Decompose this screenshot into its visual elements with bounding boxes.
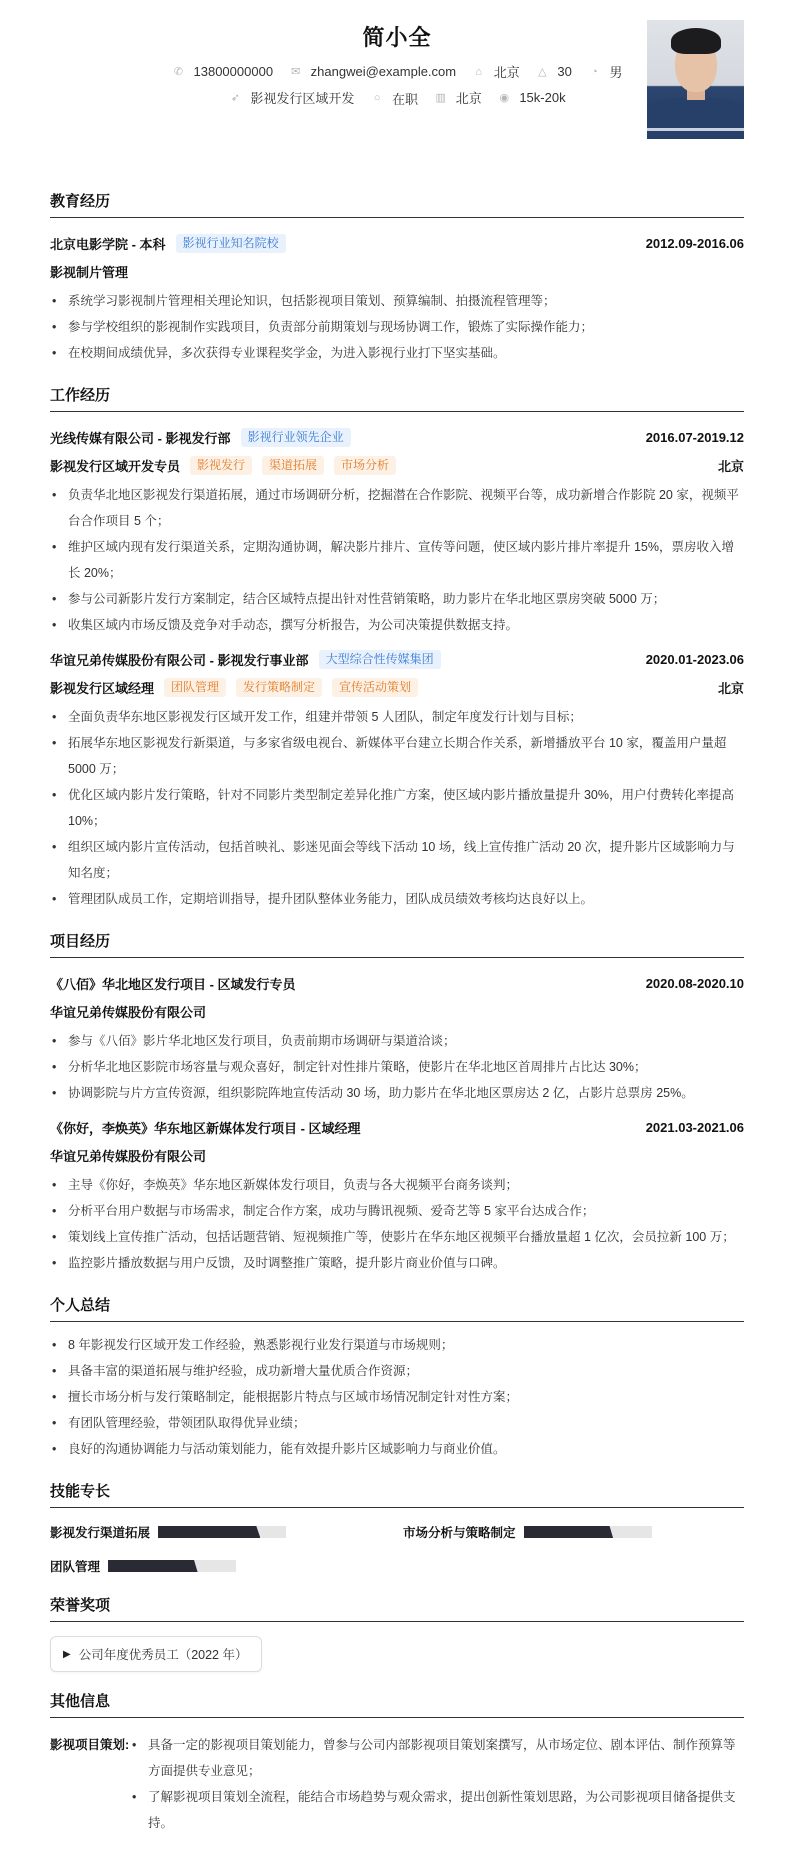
location: 北京 xyxy=(717,680,744,696)
age-icon: △ xyxy=(538,65,547,78)
company-name: 光线传媒有限公司 - 影视发行部 xyxy=(50,430,231,446)
skill-label: 影视发行渠道拓展 xyxy=(50,1526,151,1540)
skill-item xyxy=(50,1558,403,1574)
status-icon: ○ xyxy=(373,92,381,104)
list-item: • 系统学习影视制片管理相关理论知识，包括影视项目策划、预算编制、拍摄流程管理等； xyxy=(50,288,744,314)
list-item: • 策划线上宣传推广活动，包括话题营销、短视频推广等，使影片在华东地区视频平台播放量超 1 亿次，会员拉新 100 万； xyxy=(50,1224,744,1250)
building-icon: ▥ xyxy=(435,92,446,104)
list-item: • 主导《你好，李焕英》华东地区新媒体发行项目，负责与各大视频平台商务谈判； xyxy=(50,1172,744,1198)
education-bullets xyxy=(50,288,744,366)
project-bullets xyxy=(50,1028,744,1106)
age: 30 xyxy=(557,63,572,79)
section-title: 技能专长 xyxy=(50,1480,744,1508)
list-item: • 协调影院与片方宣传资源，组织影院阵地宣传活动 30 场，助力影片在华北地区票房达 2 亿，占影片总票房 25%。 xyxy=(50,1080,744,1106)
school-tag: 影视行业知名院校 xyxy=(176,234,286,253)
date-range: 2020.08-2020.10 xyxy=(645,975,744,991)
major: 影视制片管理 xyxy=(50,264,129,280)
job-status-item xyxy=(370,89,418,108)
project-company: 华谊兄弟传媒股份有限公司 xyxy=(50,1004,207,1020)
list-item: • 具备丰富的渠道拓展与维护经验，成功新增大量优质合作资源； xyxy=(50,1358,744,1384)
summary-section xyxy=(50,1294,744,1462)
target-city: 北京 xyxy=(455,91,482,106)
home-icon: ⌂ xyxy=(475,65,483,78)
section-title: 工作经历 xyxy=(50,384,744,412)
gender: 男 xyxy=(609,65,623,80)
project-bullets xyxy=(50,1172,744,1276)
section-title: 项目经历 xyxy=(50,930,744,958)
work-bullets xyxy=(50,704,744,912)
company-tag: 大型综合性传媒集团 xyxy=(319,650,441,669)
skill-level-fill xyxy=(108,1560,198,1572)
list-item: • 组织区域内影片宣传活动，包括首映礼、影迷见面会等线下活动 10 场，线上宣传推广活动 20 次，提升影片区域影响力与知名度； xyxy=(50,834,744,886)
age-item xyxy=(535,64,571,79)
expected-salary: 15k-20k xyxy=(519,90,566,105)
summary-bullets xyxy=(50,1332,744,1462)
email-address: zhangwei@example.com xyxy=(310,63,457,79)
education-entry xyxy=(50,232,744,366)
list-item: • 拓展华东地区影视发行新渠道，与多家省级电视台、新媒体平台建立长期合作关系，新增播放平台 10 家，覆盖用户量超 5000 万； xyxy=(50,730,744,782)
skill-item xyxy=(50,1524,403,1540)
list-item: • 管理团队成员工作，定期培训指导，提升团队整体业务能力，团队成员绩效考核均达良好以上。 xyxy=(50,886,744,912)
avatar-photo xyxy=(647,20,744,139)
list-item: • 参与公司新影片发行方案制定，结合区域特点提出针对性营销策略，助力影片在华北地区票房突破 5000 万； xyxy=(50,586,744,612)
skill-level-bar xyxy=(524,1526,652,1538)
school-name: 北京电影学院 - 本科 xyxy=(50,236,166,252)
contact-info-row xyxy=(50,62,744,81)
list-item: • 收集区域内市场反馈及竞争对手动态，撰写分析报告，为公司决策提供数据支持。 xyxy=(50,612,744,638)
target-position-item xyxy=(228,88,354,107)
other-bullets xyxy=(130,1732,744,1836)
award-item[interactable] xyxy=(50,1636,262,1672)
resume-header xyxy=(50,16,744,176)
section-title: 个人总结 xyxy=(50,1294,744,1322)
list-item: • 具备一定的影视项目策划能力，曾参与公司内部影视项目策划案撰写，从市场定位、剧本评估、制作预算等方面提供专业意见； xyxy=(130,1732,744,1784)
skills-section xyxy=(50,1480,744,1574)
city-item xyxy=(472,62,520,81)
education-section xyxy=(50,190,744,366)
skill-tag: 团队管理 xyxy=(164,678,226,697)
phone-number: 13800000000 xyxy=(193,63,274,79)
project-name: 《八佰》华北地区发行项目 - 区域发行专员 xyxy=(50,976,296,992)
gender-icon: ◔ xyxy=(591,65,598,78)
section-title: 荣誉奖项 xyxy=(50,1594,744,1622)
list-item: • 全面负责华东地区影视发行区域开发工作，组建并带领 5 人团队，制定年度发行计划与目标； xyxy=(50,704,744,730)
target-city-item xyxy=(434,88,482,107)
expand-triangle-icon: ▶ xyxy=(63,1648,71,1660)
list-item: • 维护区域内现有发行渠道关系，定期沟通协调，解决影片排片、宣传等问题，使区域内影片排片率提升 15%，票房收入增长 20%； xyxy=(50,534,744,586)
job-intent-row xyxy=(50,88,744,108)
list-item: • 优化区域内影片发行策略，针对不同影片类型制定差异化推广方案，使区域内影片播放量提升 30%，用户付费转化率提高 10%； xyxy=(50,782,744,834)
list-item: • 8 年影视发行区域开发工作经验，熟悉影视行业发行渠道与市场规则； xyxy=(50,1332,744,1358)
company-tag: 影视行业领先企业 xyxy=(241,428,351,447)
mail-icon: ✉ xyxy=(291,65,301,78)
awards-section xyxy=(50,1594,744,1672)
skill-level-fill xyxy=(524,1526,614,1538)
job-title: 影视发行区域经理 xyxy=(50,680,155,696)
location: 北京 xyxy=(717,458,744,474)
job-title: 影视发行区域开发专员 xyxy=(50,458,181,474)
project-company: 华谊兄弟传媒股份有限公司 xyxy=(50,1148,207,1164)
date-range: 2020.01-2023.06 xyxy=(645,651,744,667)
city: 北京 xyxy=(493,65,520,80)
list-item: • 良好的沟通协调能力与活动策划能力，能有效提升影片区域影响力与商业价值。 xyxy=(50,1436,744,1462)
project-name: 《你好，李焕英》华东地区新媒体发行项目 - 区域经理 xyxy=(50,1120,361,1136)
company-name: 华谊兄弟传媒股份有限公司 - 影视发行事业部 xyxy=(50,652,309,668)
target-position: 影视发行区域开发 xyxy=(250,91,355,106)
email-item xyxy=(289,64,456,79)
date-range: 2021.03-2021.06 xyxy=(645,1119,744,1135)
project-entry xyxy=(50,972,744,1106)
send-icon: ➶ xyxy=(230,92,241,104)
other-group-label: 影视项目策划: xyxy=(50,1738,130,1752)
skill-label: 市场分析与策略制定 xyxy=(403,1526,516,1540)
job-status: 在职 xyxy=(392,91,419,107)
list-item: • 参与学校组织的影视制作实践项目，负责部分前期策划与现场协调工作，锻炼了实际操作能力； xyxy=(50,314,744,340)
phone-icon: ✆ xyxy=(173,65,184,78)
skill-tag: 影视发行 xyxy=(190,456,252,475)
skill-tag: 宣传活动策划 xyxy=(332,678,418,697)
other-section xyxy=(50,1690,744,1836)
work-section xyxy=(50,384,744,912)
list-item: • 监控影片播放数据与用户反馈，及时调整推广策略，提升影片商业价值与口碑。 xyxy=(50,1250,744,1276)
list-item: • 有团队管理经验，带领团队取得优异业绩； xyxy=(50,1410,744,1436)
work-entry xyxy=(50,426,744,638)
date-range: 2012.09-2016.06 xyxy=(645,235,744,251)
section-title: 其他信息 xyxy=(50,1690,744,1718)
project-entry xyxy=(50,1116,744,1276)
salary-item xyxy=(497,90,565,105)
list-item: • 分析华北地区影院市场容量与观众喜好，制定针对性排片策略，使影片在华北地区首周排片占比达 30%； xyxy=(50,1054,744,1080)
list-item: • 擅长市场分析与发行策略制定，能根据影片特点与区域市场情况制定针对性方案； xyxy=(50,1384,744,1410)
skills-grid xyxy=(50,1524,744,1574)
skill-level-fill xyxy=(158,1526,260,1538)
award-label: 公司年度优秀员工（2022 年） xyxy=(78,1648,248,1662)
skill-tag: 渠道拓展 xyxy=(262,456,324,475)
list-item: • 分析平台用户数据与市场需求，制定合作方案，成功与腾讯视频、爱奇艺等 5 家平台达成合作； xyxy=(50,1198,744,1224)
gender-item xyxy=(587,62,622,81)
skill-item xyxy=(403,1524,744,1540)
skill-tag: 市场分析 xyxy=(334,456,396,475)
skill-tag: 发行策略制定 xyxy=(236,678,322,697)
work-entry xyxy=(50,648,744,912)
list-item: • 负责华北地区影视发行渠道拓展，通过市场调研分析，挖掘潜在合作影院、视频平台等，成功新增合作影院 20 家，视频平台合作项目 5 个； xyxy=(50,482,744,534)
phone-item xyxy=(172,64,274,79)
date-range: 2016.07-2019.12 xyxy=(645,429,744,445)
list-item: • 了解影视项目策划全流程，能结合市场趋势与观众需求，提出创新性策划思路，为公司影视项目储备提供支持。 xyxy=(130,1784,744,1836)
other-group xyxy=(50,1732,744,1836)
salary-icon: ◉ xyxy=(499,92,510,104)
skill-level-bar xyxy=(158,1526,286,1538)
skill-label: 团队管理 xyxy=(50,1560,101,1574)
candidate-name: 简小全 xyxy=(362,25,432,50)
projects-section xyxy=(50,930,744,1276)
work-bullets xyxy=(50,482,744,638)
list-item: • 在校期间成绩优异，多次获得专业课程奖学金，为进入影视行业打下坚实基础。 xyxy=(50,340,744,366)
section-title: 教育经历 xyxy=(50,190,744,218)
list-item: • 参与《八佰》影片华北地区发行项目，负责前期市场调研与渠道洽谈； xyxy=(50,1028,744,1054)
skill-level-bar xyxy=(108,1560,236,1572)
